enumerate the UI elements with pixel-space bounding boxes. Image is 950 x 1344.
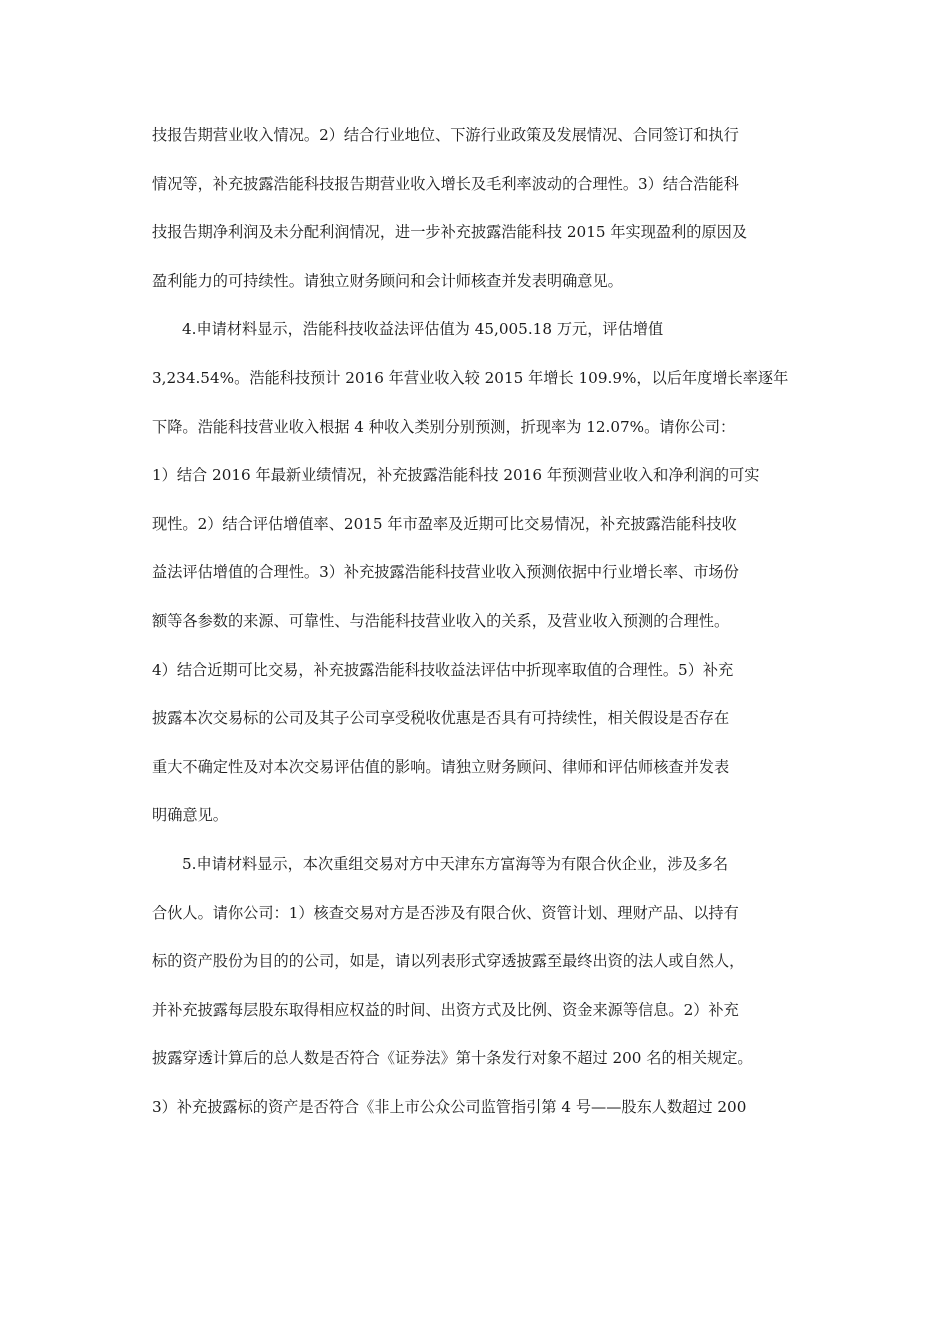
text-line-9: 现性。2）结合评估增值率、2015 年市盈率及近期可比交易情况，补充披露浩能科技收 <box>152 514 737 533</box>
text-line-5: 4.申请材料显示，浩能科技收益法评估值为 45,005.18 万元，评估增值 <box>182 320 664 339</box>
text-line-7: 下降。浩能科技营业收入根据 4 种收入类别分别预测，折现率为 12.07%。请你公司： <box>152 417 736 436</box>
text-line-8: 1）结合 2016 年最新业绩情况，补充披露浩能科技 2016 年预测营业收入和净利润的可实 <box>152 466 760 485</box>
text-line-14: 重大不确定性及对本次交易评估值的影响。请独立财务顾问、律师和评估师核查并发表 <box>152 757 730 776</box>
text-line-10: 益法评估增值的合理性。3）补充披露浩能科技营业收入预测依据中行业增长率、市场份 <box>152 563 739 582</box>
text-line-15: 明确意见。 <box>152 806 228 825</box>
text-line-19: 并补充披露每层股东取得相应权益的时间、出资方式及比例、资金来源等信息。2）补充 <box>152 1000 739 1019</box>
text-line-12: 4）结合近期可比交易，补充披露浩能科技收益法评估中折现率取值的合理性。5）补充 <box>152 660 734 679</box>
text-line-21: 3）补充披露标的资产是否符合《非上市公众公司监管指引第 4 号——股东人数超过 200 <box>152 1097 747 1116</box>
text-line-2: 情况等，补充披露浩能科技报告期营业收入增长及毛利率波动的合理性。3）结合浩能科 <box>152 174 739 193</box>
text-line-13: 披露本次交易标的公司及其子公司享受税收优惠是否具有可持续性，相关假设是否存在 <box>152 709 730 728</box>
text-line-18: 标的资产股份为目的的公司，如是，请以列表形式穿透披露至最终出资的法人或自然人， <box>152 952 745 971</box>
text-line-6: 3,234.54%。浩能科技预计 2016 年营业收入较 2015 年增长 109.9%，以后年度增长率逐年 <box>152 368 789 387</box>
text-line-3: 技报告期净利润及未分配利润情况，进一步补充披露浩能科技 2015 年实现盈利的原因及 <box>152 223 748 242</box>
text-line-11: 额等各参数的来源、可靠性、与浩能科技营业收入的关系，及营业收入预测的合理性。 <box>152 611 730 630</box>
text-line-4: 盈利能力的可持续性。请独立财务顾问和会计师核查并发表明确意见。 <box>152 271 623 290</box>
text-line-17: 合伙人。请你公司：1）核查交易对方是否涉及有限合伙、资管计划、理财产品、以持有 <box>152 903 739 922</box>
text-line-20: 披露穿透计算后的总人数是否符合《证券法》第十条发行对象不超过 200 名的相关规定。 <box>152 1049 753 1068</box>
text-line-16: 5.申请材料显示，本次重组交易对方中天津东方富海等为有限合伙企业，涉及多名 <box>182 854 729 873</box>
document-body <box>152 122 802 1142</box>
text-line-1: 技报告期营业收入情况。2）结合行业地位、下游行业政策及发展情况、合同签订和执行 <box>152 126 739 144</box>
